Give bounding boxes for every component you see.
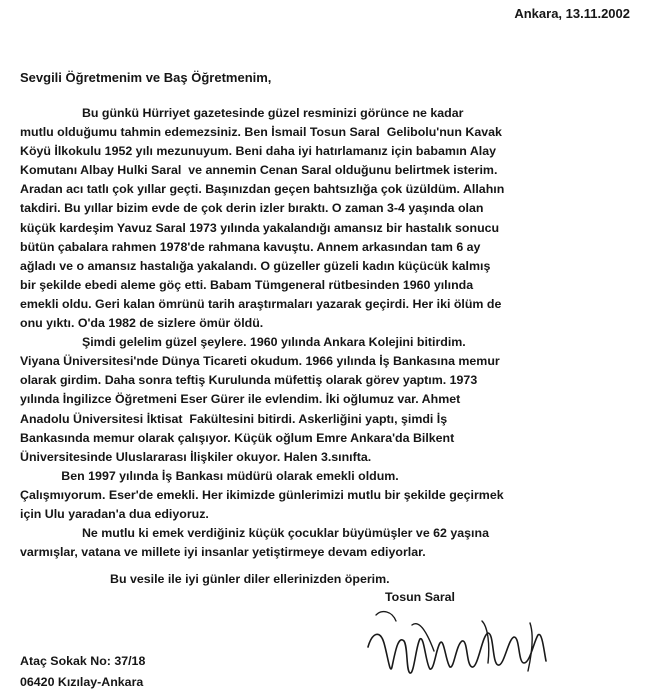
salutation: Sevgili Öğretmenim ve Baş Öğretmenim, xyxy=(20,70,272,85)
body-line: bir şekilde ebedi aleme göç etti. Babam Tümgeneral rütbesinden 1960 yılında xyxy=(20,277,474,292)
body-line: ağladı ve o amansız hastalığa yakalandı. O güzeller güzeli kadın küçücük kalmış xyxy=(20,258,491,273)
handwritten-signature xyxy=(362,605,552,683)
paragraph-1 xyxy=(20,104,650,333)
body-line: Çalışmıyorum. Eser'de emekli. Her ikimizde günlerimizi mutlu bir şekilde geçirmek xyxy=(20,487,504,502)
paragraph-2 xyxy=(20,333,650,467)
body-line: emekli oldu. Geri kalan ömrünü tarih araştırmaları yazarak geçirdi. Her iki ölüm de xyxy=(20,296,502,311)
sender-name: Tosun Saral xyxy=(385,590,455,604)
body-line: Ne mutlu ki emek verdiğiniz küçük çocuklar büyümüşler ve 62 yaşına xyxy=(20,526,489,541)
body-line: Üniversitesinde Uluslararası İlişkiler okuyor. Halen 3.sınıfta. xyxy=(20,449,372,464)
address-line: 06420 Kızılay-Ankara xyxy=(20,675,144,689)
body-line: Bu günkü Hürriyet gazetesinde güzel resminizi görünce ne kadar xyxy=(20,106,464,120)
body-line: Viyana Üniversitesi'nde Dünya Ticareti okudum. 1966 yılında İş Bankasına memur xyxy=(20,354,500,369)
body-line: takdiri. Bu yıllar bizim evde de çok derin izler bıraktı. O zaman 3-4 yaşında olan xyxy=(20,201,484,216)
closing-line: Bu vesile ile iyi günler diler ellerinizden öperim. xyxy=(110,572,390,586)
body-line: varmışlar, vatana ve millete iyi insanlar yetiştirmeye devam ediyorlar. xyxy=(20,545,426,560)
sender-address xyxy=(20,651,145,693)
body-line: olarak girdim. Daha sonra teftiş Kurulunda müfettiş olarak görev yaptım. 1973 xyxy=(20,373,478,388)
letter-body xyxy=(20,104,650,562)
body-line: onu yıktı. O'da 1982 de sizlere ömür öldü. xyxy=(20,316,264,331)
body-line: bütün çabalara rahmen 1978'de rahmana kavuştu. Annem arkasından tam 6 ay xyxy=(20,239,481,254)
letter-date: Ankara, 13.11.2002 xyxy=(514,6,630,21)
body-line: küçük kardeşim Yavuz Saral 1973 yılında yakalandığı amansız bir hastalık sonucu xyxy=(20,220,500,235)
body-line: Köyü İlkokulu 1952 yılı mezunuyum. Beni daha iyi hatırlamanız için babamın Alay xyxy=(20,144,497,159)
paragraph-4 xyxy=(20,524,650,562)
body-line: Komutanı Albay Hulki Saral ve annemin Cenan Saral olduğunu belirtmek isterim. xyxy=(20,163,498,178)
body-line: Şimdi gelelim güzel şeylere. 1960 yılında Ankara Kolejini bitirdim. xyxy=(20,335,466,350)
paragraph-3 xyxy=(20,467,650,524)
body-line: için Ulu yaradan'a dua ediyoruz. xyxy=(20,506,209,521)
body-line: Ben 1997 yılında İş Bankası müdürü olarak emekli oldum. xyxy=(20,468,399,483)
body-line: yılında İngilizce Öğretmeni Eser Gürer ile evlendim. İki oğlumuz var. Ahmet xyxy=(20,392,461,407)
body-line: Bankasında memur olarak çalışıyor. Küçük oğlum Emre Ankara'da Bilkent xyxy=(20,430,455,445)
body-line: Aradan acı tatlı çok yıllar geçti. Başınızdan geçen bahtsızlığa çok üzüldüm. Allahın xyxy=(20,182,505,197)
address-line: Ataç Sokak No: 37/18 xyxy=(20,654,146,668)
body-line: mutlu olduğumu tahmin edemezsiniz. Ben İsmail Tosun Saral Gelibolu'nun Kavak xyxy=(20,125,502,140)
body-line: Anadolu Üniversitesi İktisat Fakültesini bitirdi. Askerliğini yaptı, şimdi İş xyxy=(20,411,448,426)
